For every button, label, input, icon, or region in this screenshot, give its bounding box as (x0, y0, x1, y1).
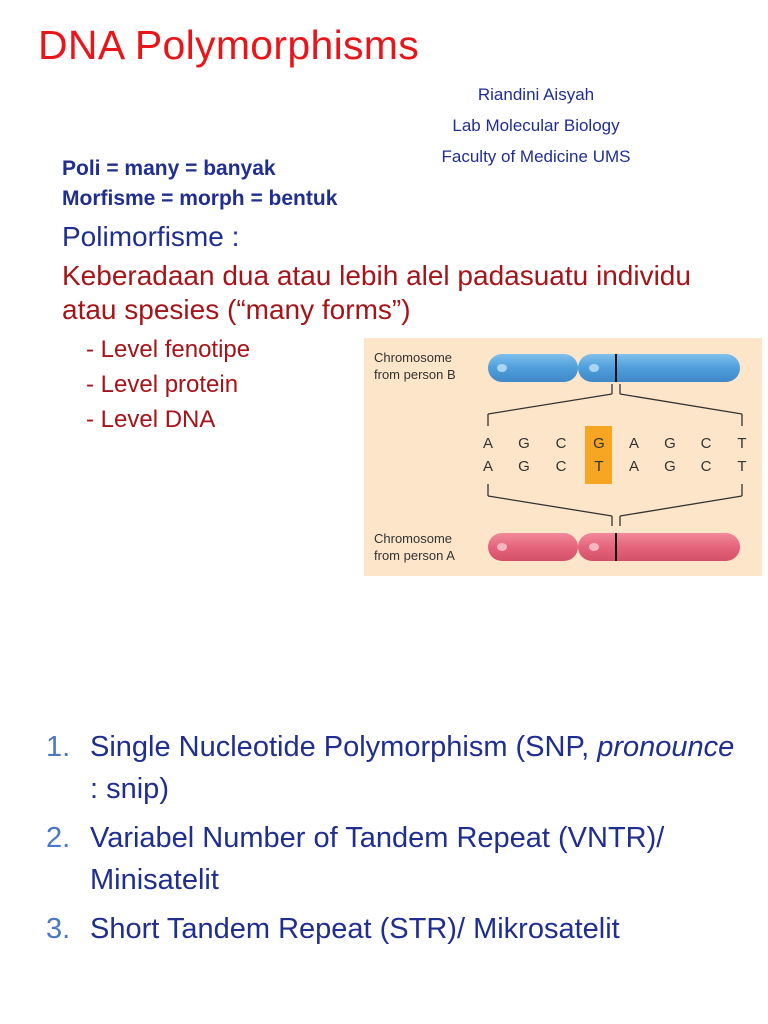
list-text: Variabel Number of Tandem Repeat (VNTR)/ Minisatelit (90, 822, 665, 896)
list-number: 3. (46, 913, 71, 945)
list-item (46, 726, 746, 810)
list-number: 1. (46, 731, 71, 763)
sequence-top-base: G (593, 435, 605, 452)
sequence-top-base: T (737, 435, 747, 452)
level-list (86, 332, 250, 437)
list-item (46, 817, 746, 901)
snp-diagram (364, 338, 762, 576)
sequence-bottom-base: A (482, 458, 494, 475)
level-item: - Level DNA (86, 406, 216, 433)
sequence-bottom-base: C (555, 458, 567, 475)
chromosome-a-label-2: from person A (374, 548, 455, 563)
chromosome-b-label-2: from person B (374, 367, 456, 382)
level-item: - Level protein (86, 371, 239, 398)
list-text: Single Nucleotide Polymorphism (SNP, pronounce : snip) (90, 731, 735, 805)
sequence-bottom-base: G (664, 458, 676, 475)
chromosome-b (488, 354, 740, 382)
author-lab: Lab Molecular Biology (452, 116, 620, 135)
sequence-bottom-base: T (594, 458, 604, 475)
polymorphism-description: Keberadaan dua atau lebih alel padasuatu individu atau spesies (“many forms”) (62, 260, 691, 325)
level-item: - Level fenotipe (86, 336, 251, 363)
definition-poli: Poli = many = banyak (62, 157, 276, 180)
sequence-top-base: C (555, 435, 567, 452)
term-heading: Polimorfisme : (62, 221, 240, 252)
polymorphism-types-list (46, 726, 746, 957)
list-item (46, 908, 746, 950)
sequence-bottom-base: G (518, 458, 530, 475)
sequence-bottom-base: C (700, 458, 712, 475)
sequence-bottom-base: A (628, 458, 640, 475)
snp-figure (364, 338, 762, 576)
author-name: Riandini Aisyah (477, 85, 595, 104)
list-text: Short Tandem Repeat (STR)/ Mikrosatelit (90, 913, 620, 945)
sequence-top-base: G (664, 435, 676, 452)
chromosome-a-label: Chromosome (374, 531, 453, 546)
sequence-bottom-base: T (737, 458, 747, 475)
zoom-bracket-bottom (488, 484, 742, 526)
chromosome-b-label: Chromosome (374, 350, 453, 365)
page-title: DNA Polymorphisms (38, 22, 420, 68)
sequence-top-base: C (700, 435, 712, 452)
author-faculty: Faculty of Medicine UMS (441, 147, 631, 166)
sequence-top-base: G (518, 435, 530, 452)
zoom-bracket-top (488, 384, 742, 426)
sequence-top-base: A (628, 435, 640, 452)
sequence-top-base: A (482, 435, 494, 452)
list-number: 2. (46, 822, 71, 854)
definition-morfisme: Morfisme = morph = bentuk (62, 187, 338, 210)
chromosome-a (488, 533, 740, 561)
